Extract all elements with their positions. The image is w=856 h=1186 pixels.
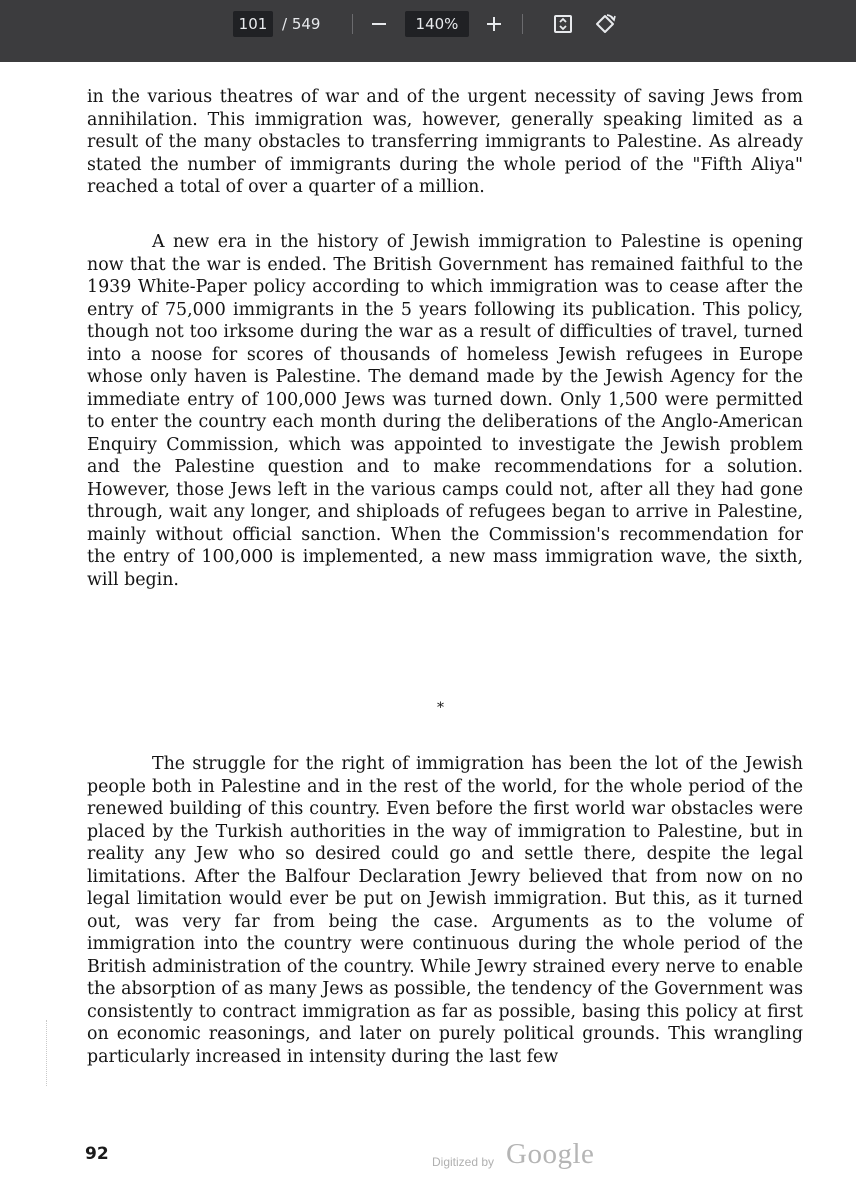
- google-logo: Google: [506, 1138, 595, 1170]
- margin-scan-mark: [46, 1020, 48, 1086]
- paragraph-continuation: in the various theatres of war and of the urgent necessity of saving Jews from annihilation. This immigration was, however, generally speaking limited as a result of the many obstacles to transferring immigrants to Palestine. As already stated the number of immigrants during the whole period of the "Fifth Aliya" reached a total of over a quarter of a million.: [87, 87, 803, 197]
- zoom-out-button[interactable]: [364, 9, 394, 39]
- fit-page-button[interactable]: [548, 9, 578, 39]
- paragraph-struggle: The struggle for the right of immigration has been the lot of the Jewish people both in Palestine and in the rest of the world, for the whole period of the renewed building of this country. Even before the first world war obstacles were placed by the Turkish authorities in the way of immigration to Palestine, but in reality any Jew who so desired could go and settle there, despite the legal limitations. After the Balfour Declaration Jewry believed that from now on no legal limitation would ever be put on Jewish immigration. But this, as it turned out, was very far from being the case. Arguments as to the volume of immigration into the country were continuous during the whole period of the British administration of the country. While Jewry strained every nerve to enable the absorption of as many Jews as possible, the tendency of the Government was consistently to contract immigration as far as possible, basing this policy at first on economic reasonings, and later on purely political grounds. This wrangling particularly increased in intensity during the last few: [87, 754, 803, 1067]
- page-count-label: / 549: [282, 15, 321, 33]
- toolbar-divider: [522, 14, 523, 34]
- digitized-by-label: Digitized by: [432, 1155, 495, 1169]
- fit-page-icon: [553, 14, 573, 34]
- page-number-input[interactable]: 101: [233, 11, 273, 37]
- minus-icon: [371, 16, 387, 32]
- rotate-icon: [594, 13, 616, 35]
- paragraph-new-era: A new era in the history of Jewish immigration to Palestine is opening now that the war is ended. The British Government has remained faithful to the 1939 White-Paper policy according to which immigration was to cease after the entry of 75,000 immigrants in the 5 years following its publication. This policy, though not too irksome during the war as a result of difficulties of travel, turned into a noose for scores of thousands of homeless Jewish refugees in Europe whose only haven is Palestine. The demand made by the Jewish Agency for the immediate entry of 100,000 Jews was turned down. Only 1,500 were permitted to enter the country each month during the deliberations of the Anglo-American Enquiry Commission, which was appointed to investigate the Jewish problem and the Palestine question and to make recommendations for a solution. However, those Jews left in the various camps could not, after all they had gone through, wait any longer, and shiploads of refugees began to arrive in Palestine, mainly without official sanction. When the Commission's recommendation for the entry of 100,000 is implemented, a new mass immigration wave, the sixth, will begin.: [87, 232, 803, 590]
- section-separator: *: [437, 700, 444, 716]
- pdf-page: [0, 62, 856, 1186]
- pdf-toolbar: [0, 0, 856, 62]
- zoom-in-button[interactable]: [479, 9, 509, 39]
- page-number: 92: [85, 1144, 109, 1164]
- plus-icon: [486, 16, 502, 32]
- zoom-level-input[interactable]: 140%: [405, 11, 469, 37]
- toolbar-divider: [352, 14, 353, 34]
- rotate-button[interactable]: [590, 9, 620, 39]
